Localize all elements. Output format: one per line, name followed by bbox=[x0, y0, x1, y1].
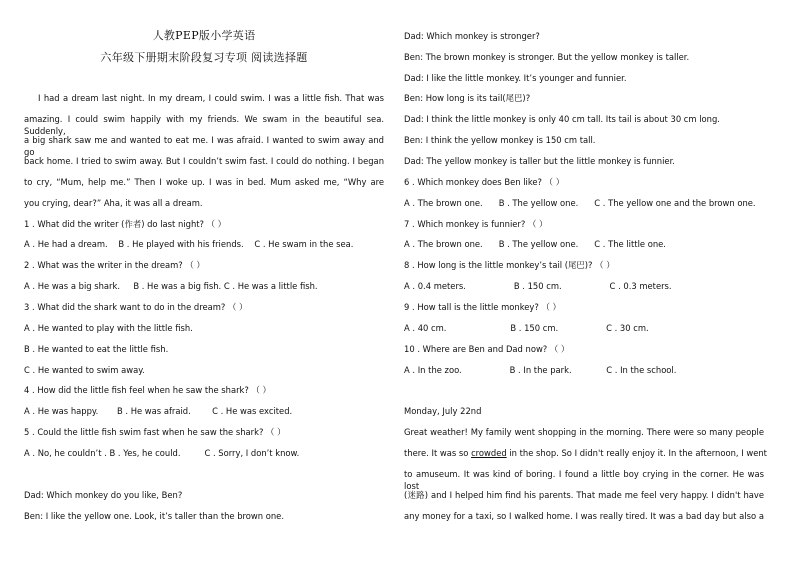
dialog-line: Ben: I think the yellow monkey is 150 cm tall. bbox=[404, 135, 596, 145]
question-7: 7 . Which monkey is funnier? （ ） bbox=[404, 219, 548, 229]
passage-line: amazing. I could swim happily with my friends. We swam in the beautiful sea. Suddenly, bbox=[24, 114, 384, 136]
dialog-line: Dad: The yellow monkey is taller but the little monkey is funnier. bbox=[404, 156, 675, 166]
diary-line bbox=[404, 447, 767, 459]
question-3-option-c: C . He wanted to swim away. bbox=[24, 365, 145, 375]
question-3: 3 . What did the shark want to do in the dream? （ ） bbox=[24, 302, 248, 312]
question-1: 1 . What did the writer (作者) do last night? （ ） bbox=[24, 219, 227, 229]
underlined-word: crowded bbox=[471, 448, 507, 458]
question-10-options: A . In the zoo. B . In the park. C . In the school. bbox=[404, 365, 677, 375]
passage-line: a big shark saw me and wanted to eat me. I was afraid. I wanted to swim away and go bbox=[24, 135, 384, 157]
diary-date: Monday, July 22nd bbox=[404, 406, 482, 416]
diary-line: (迷路) and I helped him find his parents. That made me feel very happy. I didn't have bbox=[404, 490, 764, 500]
dialog-line: Dad: Which monkey do you like, Ben? bbox=[24, 490, 183, 500]
dialog-line: Dad: I think the little monkey is only 40 cm tall. Its tail is about 30 cm long. bbox=[404, 114, 720, 124]
question-8: 8 . How long is the little monkey’s tail (尾巴)? （ ） bbox=[404, 260, 615, 270]
question-5: 5 . Could the little fish swim fast when he saw the shark? （ ） bbox=[24, 427, 286, 437]
dialog-line: Ben: I like the yellow one. Look, it’s taller than the brown one. bbox=[24, 511, 284, 521]
question-2: 2 . What was the writer in the dream? （ ） bbox=[24, 260, 205, 270]
passage-line: I had a dream last night. In my dream, I could swim. I was a little fish. That was bbox=[38, 93, 384, 103]
question-1-options: A . He had a dream. B . He played with his friends. C . He swam in the sea. bbox=[24, 239, 354, 249]
question-6: 6 . Which monkey does Ben like? （ ） bbox=[404, 177, 565, 187]
question-10: 10 . Where are Ben and Dad now? （ ） bbox=[404, 344, 570, 354]
passage-line: to cry, “Mum, help me.” Then I woke up. I was in bed. Mum asked me, “Why are bbox=[24, 177, 384, 187]
passage-line: you crying, dear?” Aha, it was all a dream. bbox=[24, 198, 203, 208]
question-9: 9 . How tall is the little monkey? （ ） bbox=[404, 302, 561, 312]
question-9-options: A . 40 cm. B . 150 cm. C . 30 cm. bbox=[404, 323, 649, 333]
question-5-options: A . No, he couldn’t . B . Yes, he could. C . Sorry, I don’t know. bbox=[24, 448, 300, 458]
question-4-options: A . He was happy. B . He was afraid. C . He was excited. bbox=[24, 406, 293, 416]
passage-line: back home. I tried to swim away. But I couldn’t swim fast. I could do nothing. I began bbox=[24, 156, 384, 166]
question-6-options: A . The brown one. B . The yellow one. C . The yellow one and the brown one. bbox=[404, 198, 756, 208]
worksheet-title: 人教PEP版小学英语 bbox=[152, 29, 256, 42]
question-2-options: A . He was a big shark. B . He was a big fish. C . He was a little fish. bbox=[24, 281, 318, 291]
dialog-line: Ben: How long is its tail(尾巴)? bbox=[404, 93, 531, 103]
diary-line: to amuseum. It was kind of boring. I found a little boy crying in the corner. He was lost bbox=[404, 469, 764, 491]
diary-line: any money for a taxi, so I walked home. I was really tired. It was a bad day but also a bbox=[404, 511, 764, 521]
dialog-line: Dad: Which monkey is stronger? bbox=[404, 31, 540, 41]
question-7-options: A . The brown one. B . The yellow one. C . The little one. bbox=[404, 239, 666, 249]
diary-text: in the shop. So I didn't really enjoy it. In the afternoon, I went bbox=[506, 448, 767, 458]
worksheet-subtitle: 六年级下册期末阶段复习专项 阅读选择题 bbox=[100, 51, 308, 64]
question-4: 4 . How did the little fish feel when he saw the shark? （ ） bbox=[24, 385, 271, 395]
dialog-line: Dad: I like the little monkey. It’s younger and funnier. bbox=[404, 73, 627, 83]
diary-text: there. It was so bbox=[404, 448, 472, 458]
question-3-option-a: A . He wanted to play with the little fish. bbox=[24, 323, 193, 333]
dialog-line: Ben: The brown monkey is stronger. But the yellow monkey is taller. bbox=[404, 52, 690, 62]
question-3-option-b: B . He wanted to eat the little fish. bbox=[24, 344, 169, 354]
diary-line: Great weather! My family went shopping in the morning. There were so many people bbox=[404, 427, 764, 437]
question-8-options: A . 0.4 meters. B . 150 cm. C . 0.3 meters. bbox=[404, 281, 672, 291]
